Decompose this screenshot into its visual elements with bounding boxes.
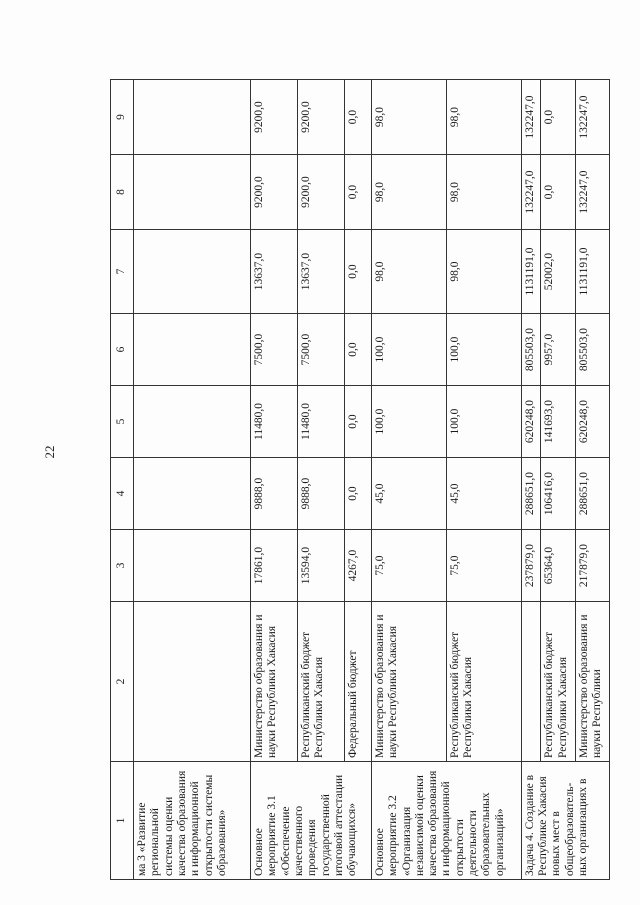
value-cell: 52002,0 bbox=[541, 230, 575, 314]
table-row bbox=[541, 80, 575, 880]
value-cell: 0,0 bbox=[344, 314, 371, 386]
value-cell: 132247,0 bbox=[575, 155, 609, 230]
value-cell: 9200,0 bbox=[251, 155, 298, 230]
value-cell: 132247,0 bbox=[521, 155, 541, 230]
value-cell: 620248,0 bbox=[521, 386, 541, 458]
table-row bbox=[446, 80, 521, 880]
value-cell: 0,0 bbox=[344, 155, 371, 230]
source-cell: Министерство образования и науки Республики Хакасия bbox=[371, 602, 446, 762]
value-cell bbox=[134, 230, 251, 314]
value-cell: 100,0 bbox=[446, 386, 521, 458]
value-cell: 7500,0 bbox=[297, 314, 344, 386]
table-row bbox=[134, 80, 251, 880]
value-cell: 100,0 bbox=[371, 314, 446, 386]
table-row bbox=[521, 80, 541, 880]
value-cell: 4267,0 bbox=[344, 530, 371, 602]
value-cell: 11480,0 bbox=[297, 386, 344, 458]
value-cell: 13637,0 bbox=[251, 230, 298, 314]
source-cell: Республиканский бюджет Республики Хакасия bbox=[541, 602, 575, 762]
value-cell: 1131191,0 bbox=[575, 230, 609, 314]
value-cell: 98,0 bbox=[446, 230, 521, 314]
value-cell: 0,0 bbox=[344, 230, 371, 314]
program-cell: Основное мероприятие 3.2 «Организация независимой оценки качества образования и информационной открытости деятельности образовательных организаций» bbox=[371, 762, 521, 880]
column-header: 9 bbox=[111, 80, 134, 155]
table-row bbox=[344, 80, 371, 880]
source-cell bbox=[521, 602, 541, 762]
value-cell bbox=[134, 386, 251, 458]
table-row bbox=[251, 80, 298, 880]
column-header: 3 bbox=[111, 530, 134, 602]
value-cell: 0,0 bbox=[541, 155, 575, 230]
value-cell: 100,0 bbox=[371, 386, 446, 458]
value-cell: 13637,0 bbox=[297, 230, 344, 314]
value-cell: 288651,0 bbox=[521, 458, 541, 530]
value-cell: 98,0 bbox=[371, 155, 446, 230]
value-cell: 98,0 bbox=[446, 155, 521, 230]
value-cell: 9888,0 bbox=[251, 458, 298, 530]
column-header: 6 bbox=[111, 314, 134, 386]
value-cell bbox=[134, 314, 251, 386]
page-number: 22 bbox=[42, 445, 57, 459]
source-cell: Республиканский бюджет Республики Хакасия bbox=[297, 602, 344, 762]
value-cell: 805503,0 bbox=[575, 314, 609, 386]
value-cell: 0,0 bbox=[344, 386, 371, 458]
value-cell: 0,0 bbox=[344, 80, 371, 155]
source-cell: Министерство образования и науки Республики bbox=[575, 602, 609, 762]
value-cell: 98,0 bbox=[371, 80, 446, 155]
value-cell bbox=[134, 530, 251, 602]
value-cell bbox=[134, 155, 251, 230]
value-cell: 132247,0 bbox=[575, 80, 609, 155]
value-cell: 141693,0 bbox=[541, 386, 575, 458]
program-cell: Задача 4. Создание в Республике Хакасия новых мест в общеобразователь-ных организациях в bbox=[521, 762, 609, 880]
value-cell: 65364,0 bbox=[541, 530, 575, 602]
value-cell: 11480,0 bbox=[251, 386, 298, 458]
value-cell bbox=[134, 80, 251, 155]
source-cell: Республиканский бюджет Республики Хакасия bbox=[446, 602, 521, 762]
value-cell: 9200,0 bbox=[251, 80, 298, 155]
value-cell: 132247,0 bbox=[521, 80, 541, 155]
value-cell bbox=[134, 458, 251, 530]
value-cell: 237879,0 bbox=[521, 530, 541, 602]
value-cell: 9200,0 bbox=[297, 80, 344, 155]
value-cell: 13594,0 bbox=[297, 530, 344, 602]
column-header: 4 bbox=[111, 458, 134, 530]
program-cell: Основное мероприятие 3.1 «Обеспечение качественного проведения государственной итоговой аттестации обучающихся» bbox=[251, 762, 372, 880]
value-cell: 9888,0 bbox=[297, 458, 344, 530]
value-cell: 0,0 bbox=[541, 80, 575, 155]
value-cell: 805503,0 bbox=[521, 314, 541, 386]
value-cell: 0,0 bbox=[344, 458, 371, 530]
column-header: 8 bbox=[111, 155, 134, 230]
value-cell: 75,0 bbox=[371, 530, 446, 602]
funding-table bbox=[110, 79, 610, 880]
value-cell: 98,0 bbox=[371, 230, 446, 314]
value-cell: 98,0 bbox=[446, 80, 521, 155]
table-row bbox=[575, 80, 609, 880]
column-header: 2 bbox=[111, 602, 134, 762]
column-header: 7 bbox=[111, 230, 134, 314]
table-row bbox=[297, 80, 344, 880]
value-cell: 106416,0 bbox=[541, 458, 575, 530]
value-cell: 9200,0 bbox=[297, 155, 344, 230]
value-cell: 288651,0 bbox=[575, 458, 609, 530]
source-cell bbox=[134, 602, 251, 762]
value-cell: 7500,0 bbox=[251, 314, 298, 386]
rotated-table-wrapper bbox=[110, 80, 610, 880]
column-header: 5 bbox=[111, 386, 134, 458]
column-header: 1 bbox=[111, 762, 134, 880]
table-row bbox=[371, 80, 446, 880]
value-cell: 1131191,0 bbox=[521, 230, 541, 314]
value-cell: 17861,0 bbox=[251, 530, 298, 602]
value-cell: 620248,0 bbox=[575, 386, 609, 458]
value-cell: 9957,0 bbox=[541, 314, 575, 386]
program-cell: ма 3 «Развитие региональной системы оценки качества образования и информационной открытости системы образования» bbox=[134, 762, 251, 880]
source-cell: Министерство образования и науки Республики Хакасия bbox=[251, 602, 298, 762]
value-cell: 217879,0 bbox=[575, 530, 609, 602]
value-cell: 45,0 bbox=[371, 458, 446, 530]
header-row bbox=[111, 80, 134, 880]
source-cell: Федеральный бюджет bbox=[344, 602, 371, 762]
value-cell: 45,0 bbox=[446, 458, 521, 530]
value-cell: 100,0 bbox=[446, 314, 521, 386]
value-cell: 75,0 bbox=[446, 530, 521, 602]
